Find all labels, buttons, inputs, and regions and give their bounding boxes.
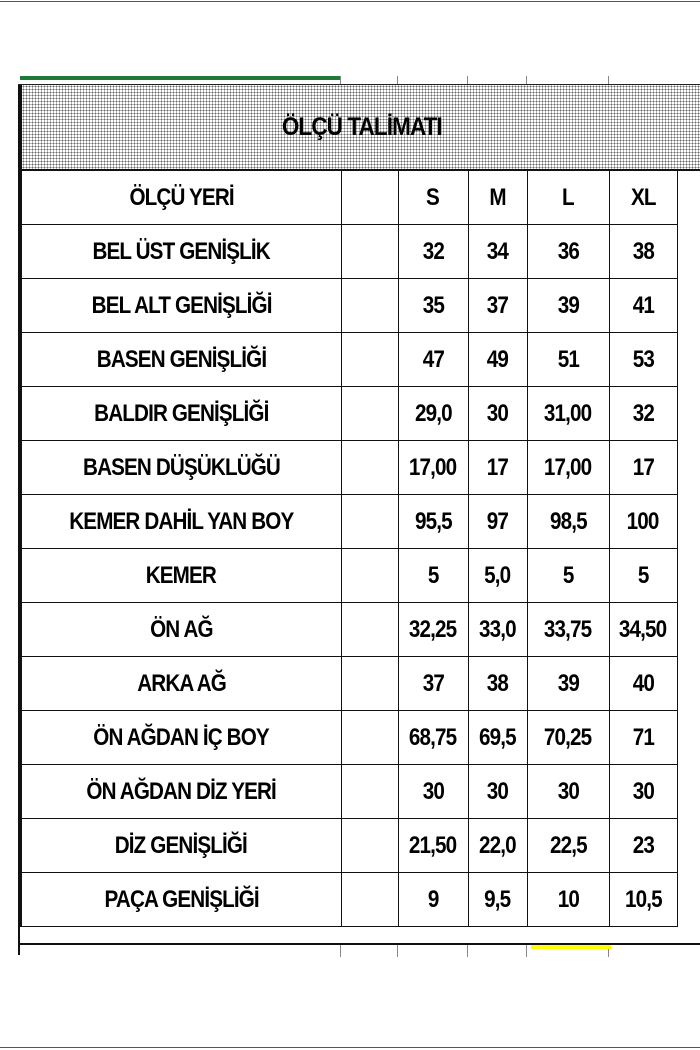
size-header-cell	[398, 171, 468, 225]
table-row	[21, 765, 677, 819]
value-s: 35	[422, 291, 444, 319]
value-l: 39	[557, 669, 579, 697]
measurement-name: PAÇA GENİŞLİĞİ	[104, 885, 259, 913]
value-s: 9	[427, 885, 439, 913]
value-s: 68,75	[409, 723, 457, 751]
table-row	[21, 549, 677, 603]
header-separator	[340, 76, 341, 84]
value-l-cell	[527, 333, 609, 387]
size-header-l: L	[562, 183, 574, 211]
title-band	[20, 85, 700, 171]
size-table	[20, 171, 678, 927]
value-l-cell	[527, 549, 609, 603]
measurement-name: BALDIR GENİŞLİĞİ	[94, 399, 269, 427]
value-xl-cell	[609, 333, 677, 387]
header-label: ÖLÇÜ YERİ	[129, 183, 234, 211]
value-l: 39	[557, 291, 579, 319]
table-bottom-row	[20, 943, 700, 959]
blank-cell	[341, 225, 398, 279]
value-l: 51	[557, 345, 579, 373]
value-m-cell	[468, 441, 527, 495]
table-row	[21, 225, 677, 279]
value-s: 95,5	[414, 507, 452, 535]
header-separator	[467, 76, 468, 84]
blank-cell	[341, 171, 398, 225]
value-l-cell	[527, 603, 609, 657]
value-xl: 23	[632, 831, 654, 859]
value-xl: 41	[632, 291, 654, 319]
size-header-m: M	[489, 183, 506, 211]
measurement-name: BASEN DÜŞÜKLÜĞÜ	[82, 453, 280, 481]
value-m: 38	[486, 669, 509, 697]
value-m: 22,0	[479, 831, 516, 859]
value-s: 30	[422, 777, 444, 805]
value-l: 30	[557, 777, 579, 805]
value-xl-cell	[609, 225, 677, 279]
value-xl-cell	[609, 657, 677, 711]
value-l: 70,25	[544, 723, 592, 751]
bottom-separator	[526, 945, 527, 957]
blank-cell	[341, 873, 398, 927]
measurement-name-cell	[21, 225, 341, 279]
value-xl-cell	[609, 603, 677, 657]
value-m-cell	[468, 333, 527, 387]
value-xl-cell	[609, 387, 677, 441]
value-l-cell	[527, 819, 609, 873]
value-s: 32	[422, 237, 444, 265]
value-m: 9,5	[484, 885, 511, 913]
value-xl: 34,50	[619, 615, 667, 643]
value-m-cell	[468, 603, 527, 657]
value-xl-cell	[609, 279, 677, 333]
value-l-cell	[527, 279, 609, 333]
bottom-separator	[397, 945, 398, 957]
value-m-cell	[468, 657, 527, 711]
blank-cell	[341, 549, 398, 603]
bottom-border-line	[0, 1047, 700, 1048]
value-xl-cell	[609, 873, 677, 927]
value-l-cell	[527, 711, 609, 765]
blank-cell	[341, 495, 398, 549]
value-m: 30	[486, 777, 509, 805]
value-s-cell	[398, 873, 468, 927]
value-s-cell	[398, 549, 468, 603]
blank-cell	[341, 279, 398, 333]
value-m: 37	[486, 291, 509, 319]
value-xl: 17	[632, 453, 654, 481]
value-m-cell	[468, 279, 527, 333]
value-l-cell	[527, 387, 609, 441]
value-l: 33,75	[544, 615, 592, 643]
value-s-cell	[398, 441, 468, 495]
value-xl: 40	[632, 669, 654, 697]
bottom-separator	[340, 945, 341, 957]
measurement-name: BEL ALT GENİŞLİĞİ	[91, 291, 272, 319]
value-s-cell	[398, 225, 468, 279]
value-s-cell	[398, 657, 468, 711]
header-label-cell	[21, 171, 341, 225]
value-m-cell	[468, 711, 527, 765]
value-m-cell	[468, 819, 527, 873]
measurement-name-cell	[21, 603, 341, 657]
table-header-row	[21, 171, 677, 225]
table-row	[21, 819, 677, 873]
measurement-name-cell	[21, 333, 341, 387]
blank-cell	[341, 657, 398, 711]
value-s: 32,25	[409, 615, 457, 643]
value-s-cell	[398, 819, 468, 873]
value-m: 49	[486, 345, 509, 373]
value-l-cell	[527, 441, 609, 495]
value-l: 10	[557, 885, 579, 913]
value-l-cell	[527, 495, 609, 549]
measurement-name: BASEN GENİŞLİĞİ	[96, 345, 266, 373]
measurement-name-cell	[21, 387, 341, 441]
value-s: 37	[422, 669, 444, 697]
value-s-cell	[398, 765, 468, 819]
blank-cell	[341, 441, 398, 495]
value-s: 21,50	[409, 831, 457, 859]
table-row	[21, 495, 677, 549]
value-m-cell	[468, 387, 527, 441]
value-s: 47	[422, 345, 444, 373]
measurement-name-cell	[21, 819, 341, 873]
value-xl: 38	[632, 237, 654, 265]
value-xl-cell	[609, 441, 677, 495]
value-m: 30	[486, 399, 509, 427]
blank-cell	[341, 819, 398, 873]
measurement-name-cell	[21, 279, 341, 333]
size-header-cell	[609, 171, 677, 225]
blank-cell	[341, 387, 398, 441]
blank-cell	[341, 711, 398, 765]
table-row	[21, 441, 677, 495]
top-border-line	[0, 1, 700, 2]
bottom-separator	[467, 945, 468, 957]
measurement-name-cell	[21, 441, 341, 495]
blank-cell	[341, 333, 398, 387]
size-header-xl: XL	[630, 183, 656, 211]
table-row	[21, 711, 677, 765]
measurement-name-cell	[21, 549, 341, 603]
value-l: 17,00	[544, 453, 592, 481]
value-m: 5,0	[484, 561, 511, 589]
header-separator	[397, 76, 398, 84]
selected-cell-highlight	[531, 945, 611, 949]
spreadsheet-header-strip	[18, 76, 700, 85]
selected-column-indicator	[20, 76, 340, 80]
value-l: 98,5	[549, 507, 587, 535]
value-xl: 53	[632, 345, 654, 373]
measurement-name: KEMER	[146, 561, 217, 589]
value-m: 97	[486, 507, 509, 535]
blank-cell	[341, 603, 398, 657]
measurement-name: ÖN AĞDAN DİZ YERİ	[86, 777, 276, 805]
value-s-cell	[398, 333, 468, 387]
value-s-cell	[398, 495, 468, 549]
measurement-name-cell	[21, 873, 341, 927]
value-xl: 10,5	[624, 885, 662, 913]
measurement-name: ARKA AĞ	[136, 669, 226, 697]
value-l: 22,5	[549, 831, 587, 859]
value-xl-cell	[609, 495, 677, 549]
blank-cell	[341, 765, 398, 819]
value-s: 29,0	[414, 399, 452, 427]
value-l: 36	[557, 237, 579, 265]
value-s-cell	[398, 279, 468, 333]
value-m-cell	[468, 873, 527, 927]
value-xl: 71	[632, 723, 654, 751]
value-l-cell	[527, 657, 609, 711]
value-m: 34	[486, 237, 509, 265]
value-s-cell	[398, 603, 468, 657]
value-s: 17,00	[409, 453, 457, 481]
measurement-name-cell	[21, 765, 341, 819]
value-xl: 30	[632, 777, 654, 805]
value-s-cell	[398, 711, 468, 765]
measurement-name: KEMER DAHİL YAN BOY	[69, 507, 294, 535]
header-separator	[608, 76, 609, 84]
value-xl: 100	[627, 507, 659, 535]
value-xl-cell	[609, 711, 677, 765]
header-separator	[526, 76, 527, 84]
measurement-name: ÖN AĞDAN İÇ BOY	[93, 723, 270, 751]
size-chart-sheet	[18, 76, 700, 958]
size-header-cell	[468, 171, 527, 225]
measurement-name: DİZ GENİŞLİĞİ	[115, 831, 248, 859]
table-row	[21, 873, 677, 927]
value-s-cell	[398, 387, 468, 441]
size-header-cell	[527, 171, 609, 225]
value-m-cell	[468, 549, 527, 603]
table-row	[21, 657, 677, 711]
page-title: ÖLÇÜ TALİMATI	[282, 112, 442, 141]
value-m: 33,0	[479, 615, 516, 643]
value-s: 5	[427, 561, 439, 589]
table-row	[21, 333, 677, 387]
measurement-name-cell	[21, 657, 341, 711]
value-m-cell	[468, 765, 527, 819]
value-l: 5	[562, 561, 574, 589]
measurement-name: BEL ÜST GENİŞLİK	[92, 237, 270, 265]
value-xl-cell	[609, 765, 677, 819]
table-row	[21, 603, 677, 657]
value-m: 17	[486, 453, 509, 481]
table-row	[21, 279, 677, 333]
value-m: 69,5	[479, 723, 516, 751]
measurement-name-cell	[21, 711, 341, 765]
value-xl-cell	[609, 819, 677, 873]
value-l-cell	[527, 765, 609, 819]
value-xl: 32	[632, 399, 654, 427]
size-header-s: S	[426, 183, 440, 211]
table-row	[21, 387, 677, 441]
value-m-cell	[468, 495, 527, 549]
value-l-cell	[527, 225, 609, 279]
value-l: 31,00	[544, 399, 592, 427]
value-xl: 5	[637, 561, 649, 589]
value-m-cell	[468, 225, 527, 279]
measurement-name: ÖN AĞ	[149, 615, 213, 643]
measurement-name-cell	[21, 495, 341, 549]
value-xl-cell	[609, 549, 677, 603]
value-l-cell	[527, 873, 609, 927]
